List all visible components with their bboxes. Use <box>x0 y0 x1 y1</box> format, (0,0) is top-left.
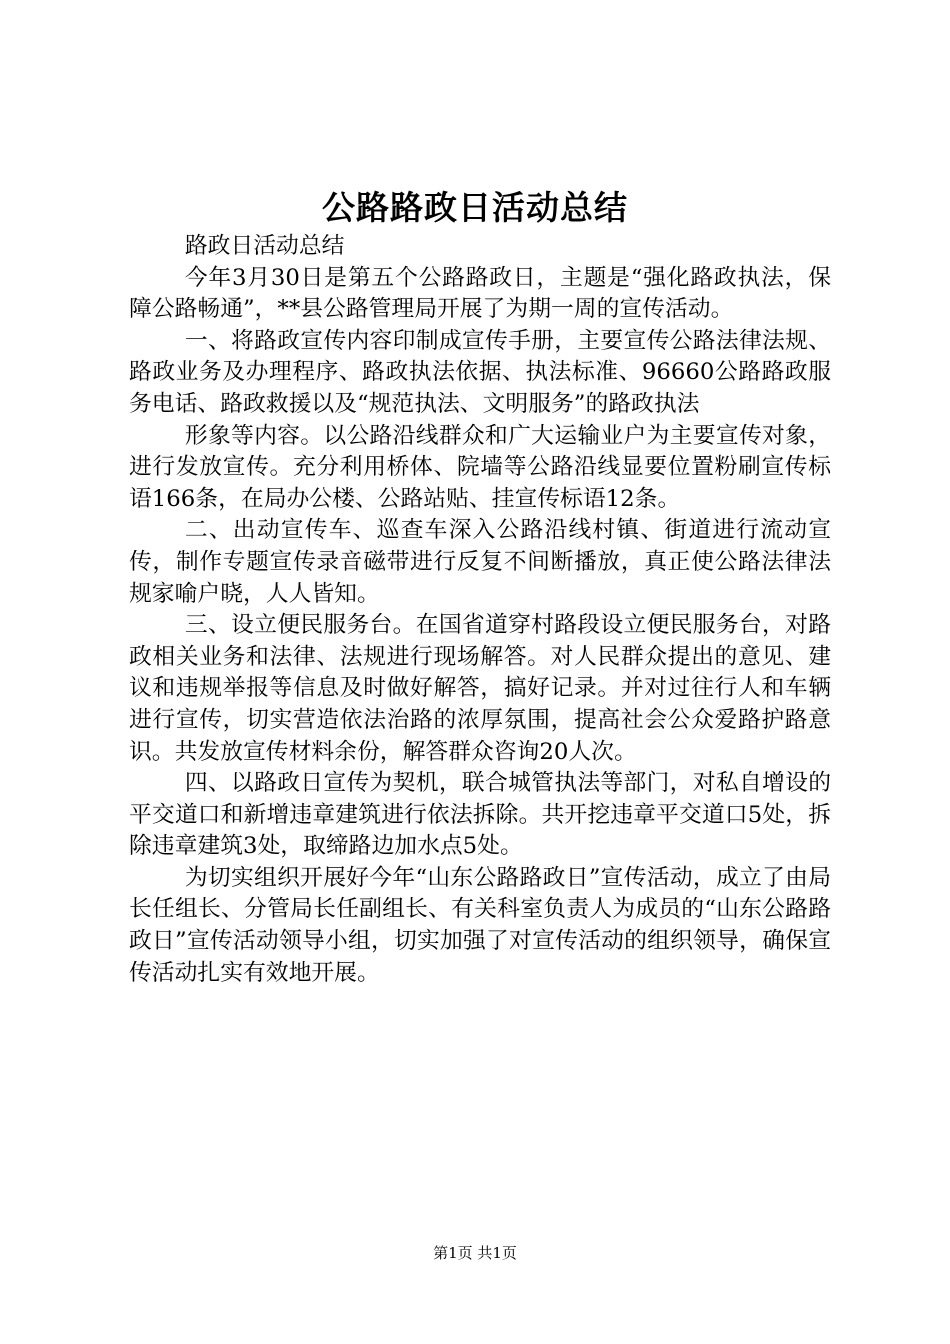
page-footer: 第1页 共1页 <box>433 1244 517 1262</box>
paragraph-conclusion: 为切实组织开展好今年“山东公路路政日”宣传活动，成立了由局长任组长、分管局长任副组长、有关科室负责人为成员的“山东公路路政日”宣传活动领导小组，切实加强了对宣传活动的组织领导，确保宣传活动扎实有效地开展。 <box>129 864 831 986</box>
document-body <box>129 231 831 989</box>
paragraph-item-2: 二、出动宣传车、巡查车深入公路沿线村镇、街道进行流动宣传，制作专题宣传录音磁带进行反复不间断播放，真正使公路法律法规家喻户晓，人人皆知。 <box>129 517 831 607</box>
paragraph-item-4: 四、以路政日宣传为契机，联合城管执法等部门，对私自增设的平交道口和新增违章建筑进行依法拆除。共开挖违章平交道口5处，拆除违章建筑3处，取缔路边加水点5处。 <box>129 770 831 860</box>
paragraph-item-3: 三、设立便民服务台。在国省道穿村路段设立便民服务台，对路政相关业务和法律、法规进行现场解答。对人民群众提出的意见、建议和违规举报等信息及时做好解答，搞好记录。并对过往行人和车辆进行宣传，切实营造依法治路的浓厚氛围，提高社会公众爱路护路意识。共发放宣传材料余份，解答群众咨询20人次。 <box>129 612 831 765</box>
paragraph-intro: 今年3月30日是第五个公路路政日，主题是“强化路政执法，保障公路畅通”，**县公路管理局开展了为期一周的宣传活动。 <box>129 264 831 323</box>
document-title: 公路路政日活动总结 <box>322 188 628 227</box>
paragraph-item-1: 一、将路政宣传内容印制成宣传手册，主要宣传公路法律法规、路政业务及办理程序、路政执法依据、执法标准、96660公路路政服务电话、路政救援以及“规范执法、文明服务”的路政执法 <box>129 327 831 417</box>
paragraph-item-1-continued: 形象等内容。以公路沿线群众和广大运输业户为主要宣传对象，进行发放宣传。充分利用桥体、院墙等公路沿线显要位置粉刷宣传标语166条，在局办公楼、公路站贴、挂宣传标语12条。 <box>129 422 831 512</box>
paragraph-heading: 路政日活动总结 <box>184 233 345 259</box>
